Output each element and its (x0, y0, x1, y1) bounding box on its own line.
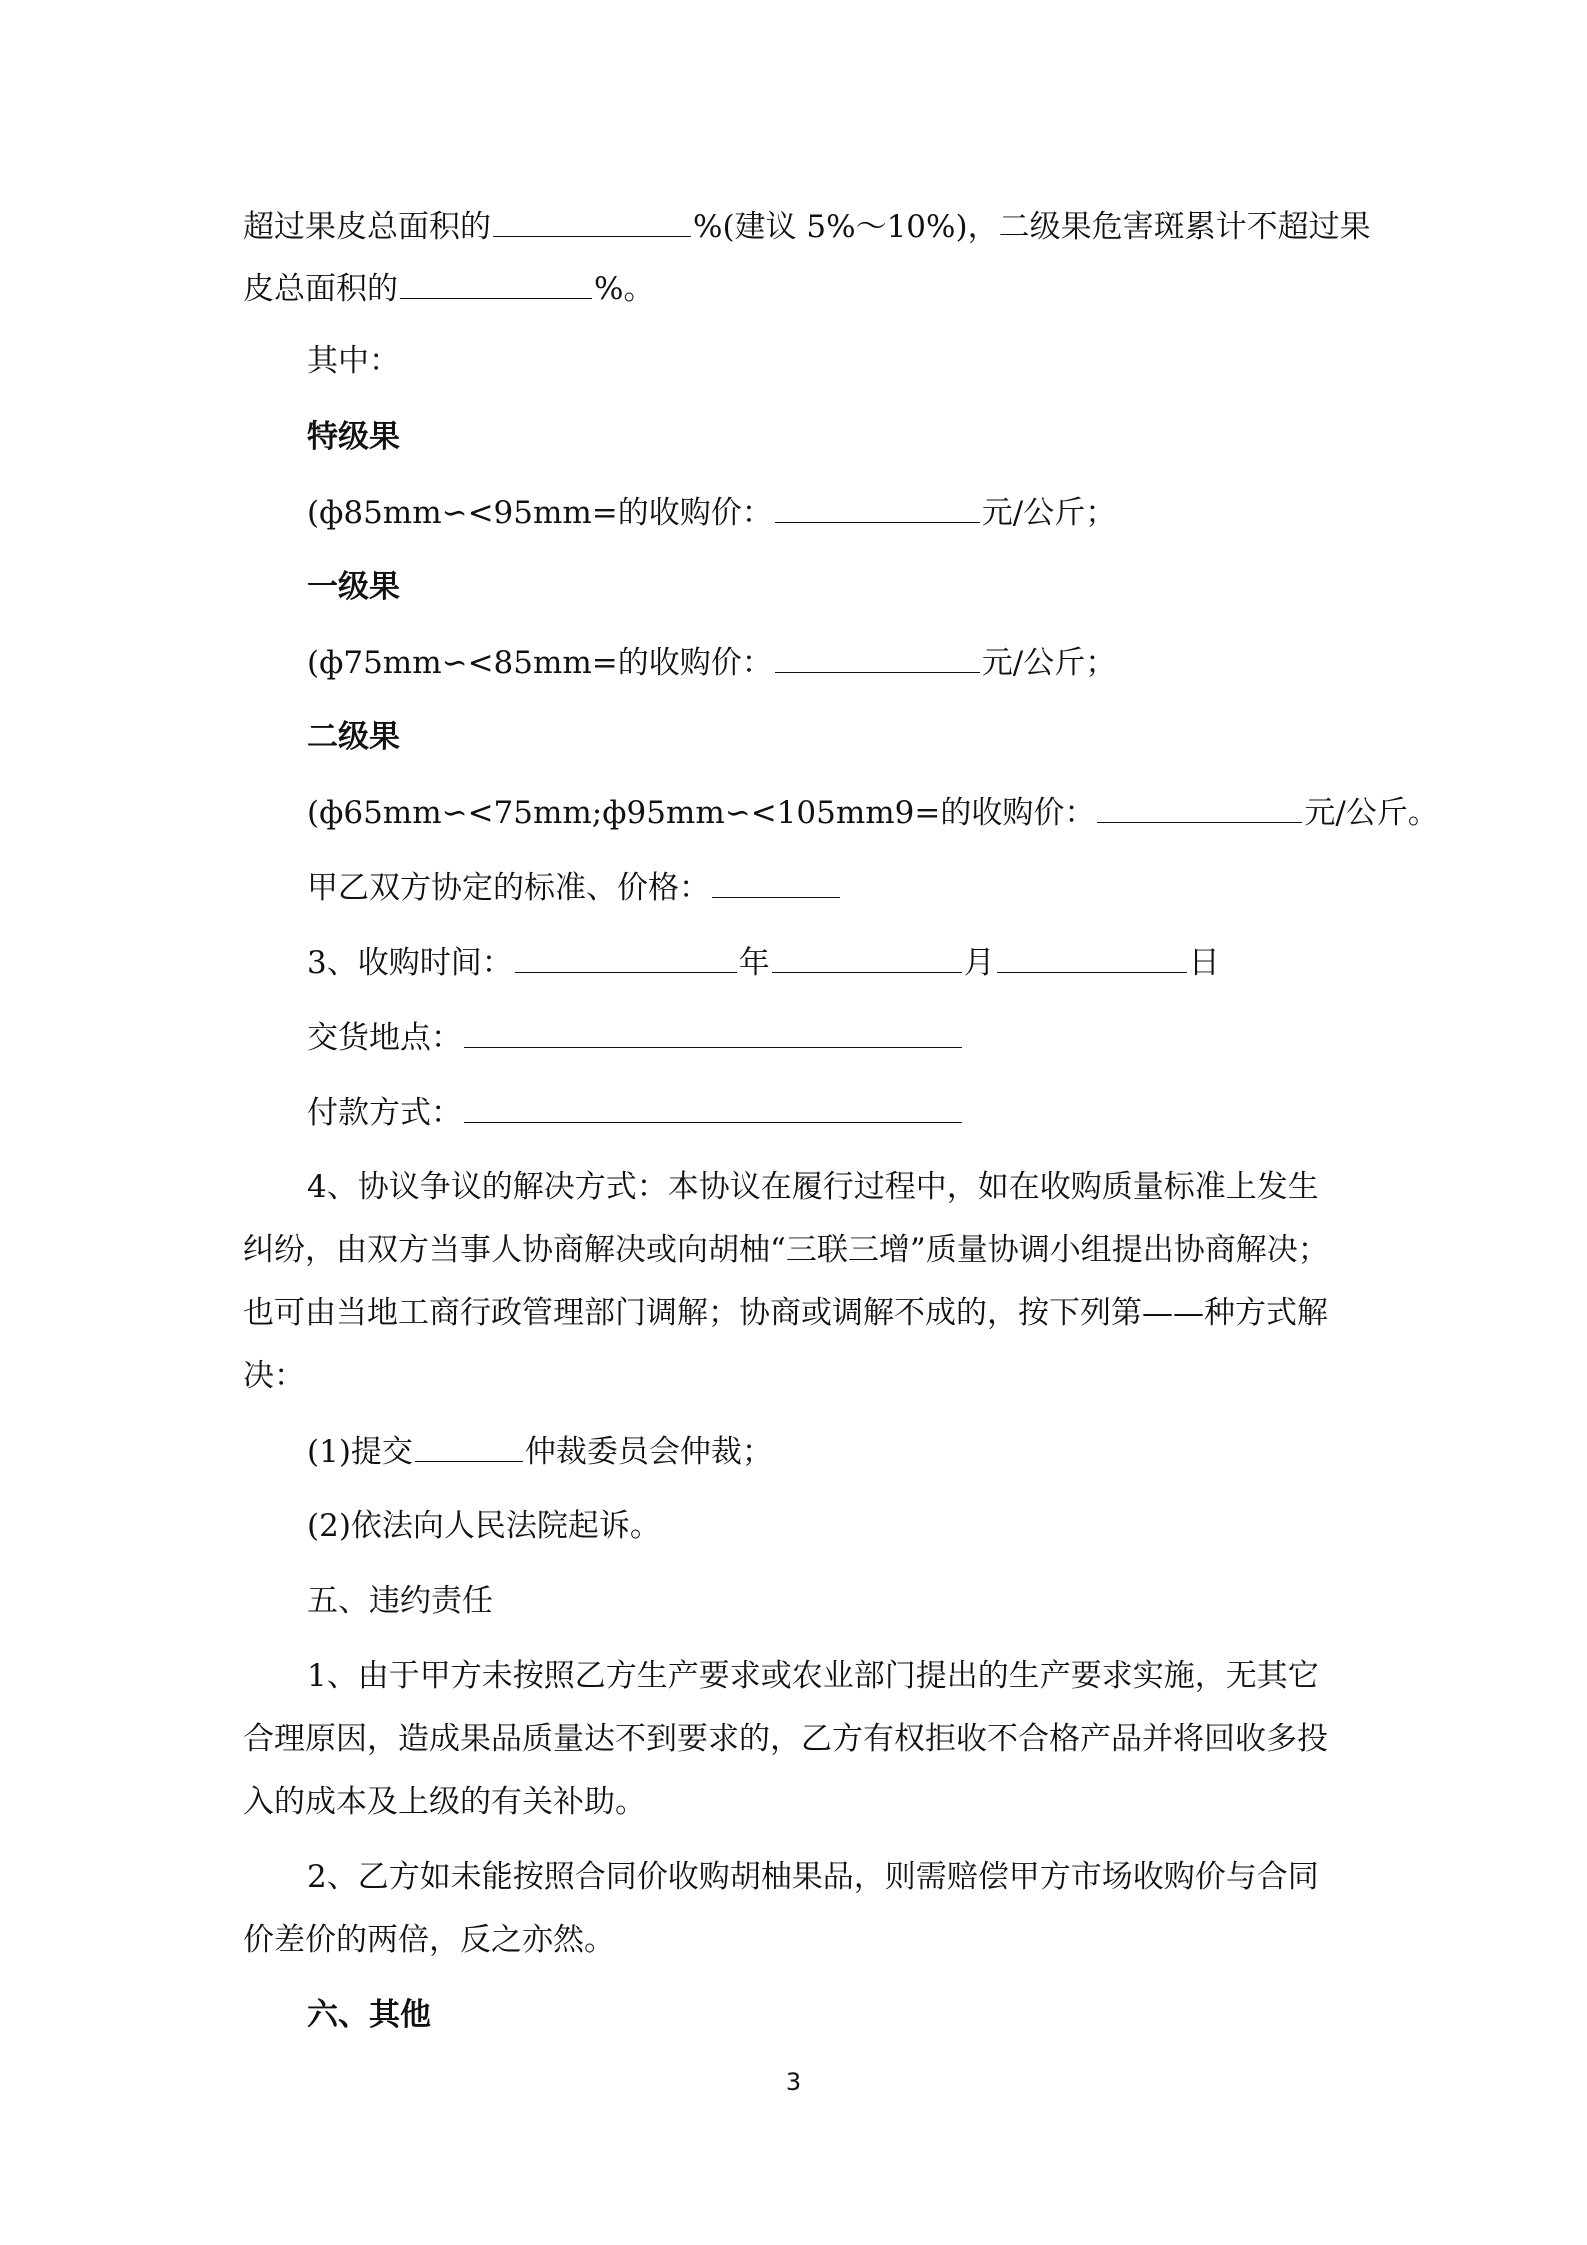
paragraph-line: 也可由当地工商行政管理部门调解；协商或调解不成的，按下列第——种方式解 (243, 1295, 1328, 1331)
text: 付款方式： (307, 1095, 462, 1131)
payment-method-line (307, 1092, 964, 1133)
purchase-time-line (307, 942, 1220, 983)
text: (ф65mm∽<75mm;ф95mm∽<105mm9=的收购价： (307, 795, 1096, 831)
text: 月 (963, 945, 995, 981)
price-line (307, 642, 1116, 683)
fill-blank (997, 942, 1187, 973)
grade-heading-first: 一级果 (307, 569, 400, 605)
paragraph-line: 价差价的两倍，反之亦然。 (243, 1922, 615, 1958)
paragraph-line: 4、协议争议的解决方式：本协议在履行过程中，如在收购质量标准上发生 (307, 1169, 1319, 1205)
text: (ф85mm∽<95mm=的收购价： (307, 495, 773, 531)
text: 元/公斤； (981, 645, 1117, 681)
agreed-standard-line (307, 867, 842, 908)
text: 元/公斤； (981, 495, 1117, 531)
text: 年 (738, 945, 770, 981)
text: %(建议 5%～10%)，二级果危害斑累计不超过果 (693, 209, 1371, 245)
text: (1)提交 (307, 1434, 413, 1470)
text: 日 (1188, 945, 1220, 981)
grade-heading-second: 二级果 (307, 719, 400, 755)
text: 仲裁委员会仲裁； (524, 1434, 773, 1470)
fill-blank (775, 492, 980, 523)
fill-blank (415, 1431, 523, 1462)
fill-blank (464, 1017, 962, 1048)
delivery-place-line (307, 1017, 964, 1058)
paragraph-line (243, 268, 654, 309)
paragraph-line: 纠纷，由双方当事人协商解决或向胡柚“三联三增”质量协调小组提出协商解决； (243, 1232, 1329, 1268)
paragraph-line (243, 206, 1371, 247)
text: 甲乙双方协定的标准、价格： (307, 870, 710, 906)
paragraph-line: 决： (243, 1358, 305, 1394)
text: (ф75mm∽<85mm=的收购价： (307, 645, 773, 681)
subheading: 其中： (307, 343, 400, 379)
page-number: 3 (785, 2068, 802, 2096)
text: %。 (594, 271, 655, 307)
fill-blank (1097, 792, 1302, 823)
text: 超过果皮总面积的 (243, 209, 491, 245)
fill-blank (712, 867, 840, 898)
fill-blank (515, 942, 737, 973)
fill-blank (400, 268, 592, 299)
price-line (307, 492, 1116, 533)
arbitration-line (307, 1431, 773, 1472)
paragraph-line: 合理原因，造成果品质量达不到要求的，乙方有权拒收不合格产品并将回收多投 (243, 1721, 1328, 1757)
court-line: (2)依法向人民法院起诉。 (307, 1508, 661, 1544)
text: 皮总面积的 (243, 271, 398, 307)
paragraph-line: 2、乙方如未能按照合同价收购胡柚果品，则需赔偿甲方市场收购价与合同 (307, 1859, 1319, 1895)
text: 交货地点： (307, 1020, 462, 1056)
section-heading: 五、违约责任 (307, 1583, 493, 1619)
fill-blank (775, 642, 980, 673)
price-line (307, 792, 1439, 833)
paragraph-line: 入的成本及上级的有关补助。 (243, 1784, 646, 1820)
text: 3、收购时间： (307, 945, 513, 981)
grade-heading-special: 特级果 (307, 419, 400, 455)
fill-blank (464, 1092, 962, 1123)
section-heading: 六、其他 (307, 1997, 431, 2033)
text: 元/公斤。 (1304, 795, 1439, 831)
fill-blank (772, 942, 962, 973)
fill-blank (493, 206, 691, 237)
paragraph-line: 1、由于甲方未按照乙方生产要求或农业部门提出的生产要求实施，无其它 (307, 1658, 1319, 1694)
